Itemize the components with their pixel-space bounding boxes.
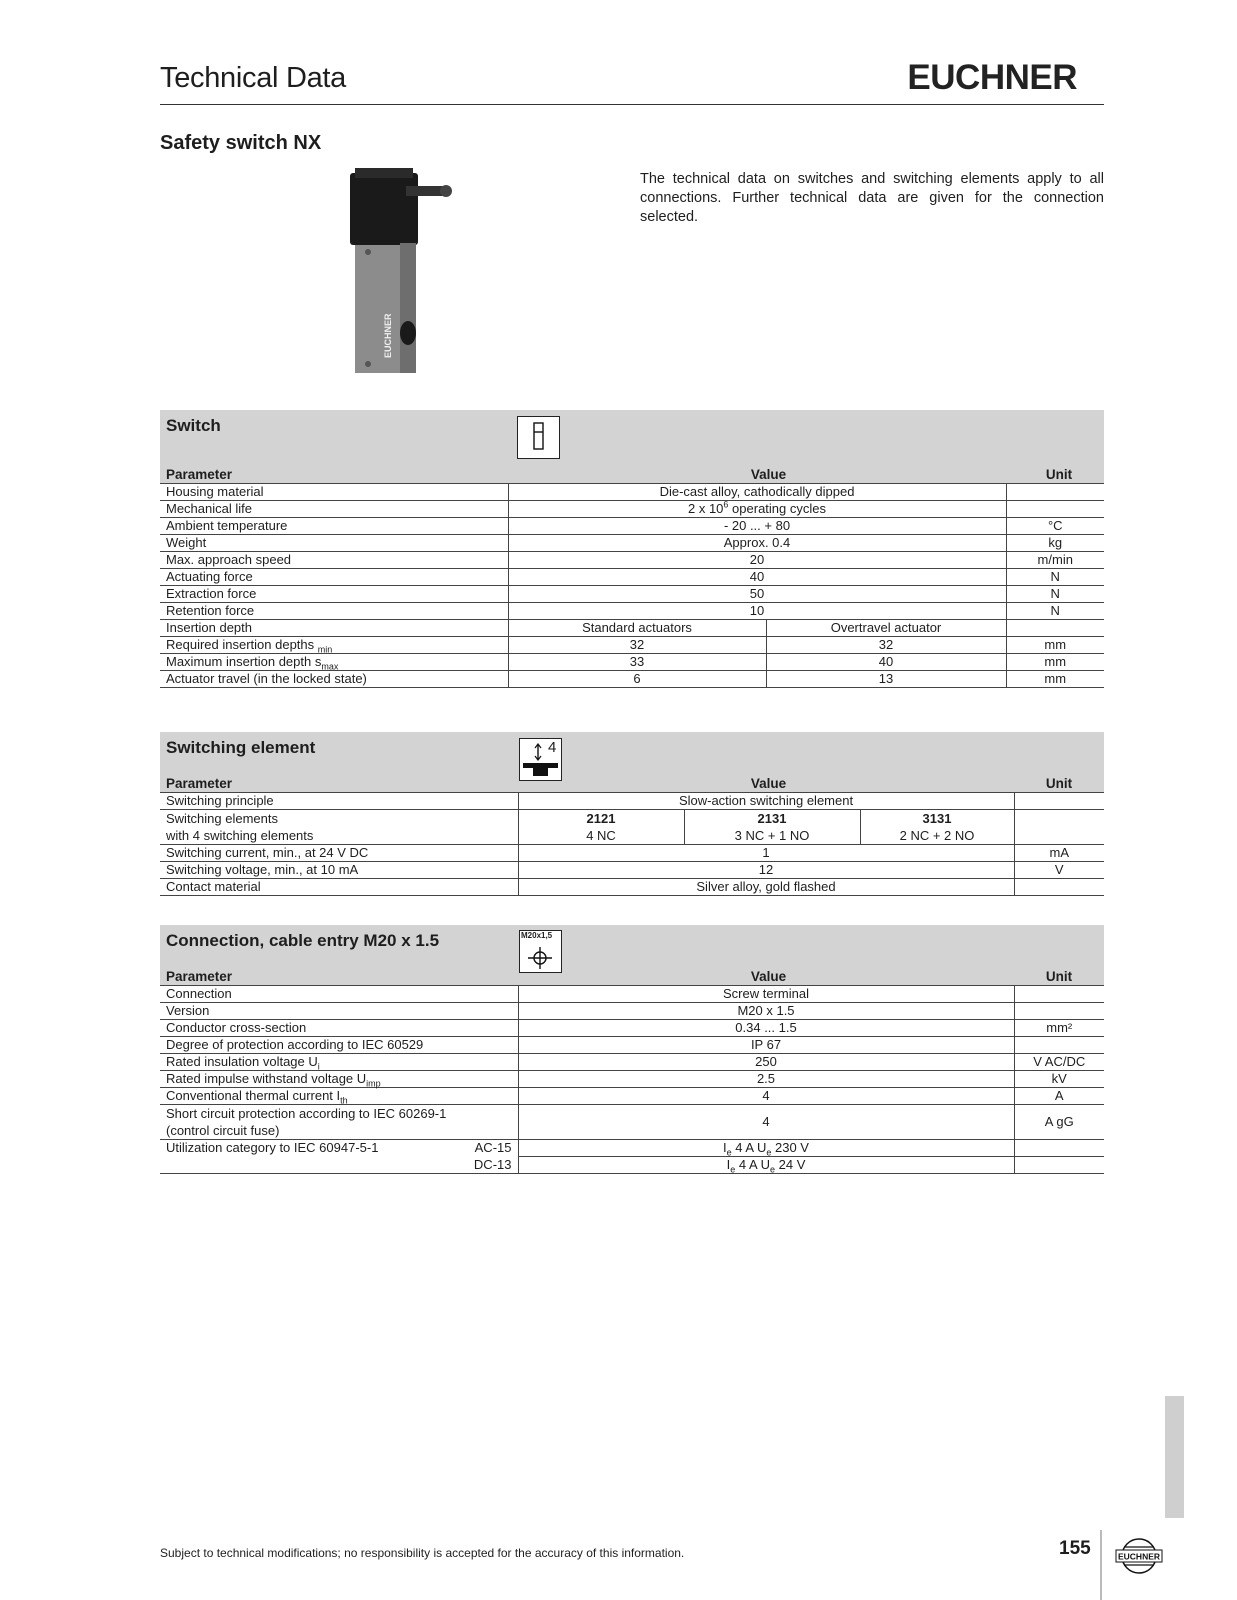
table-row [160,603,1104,620]
switch-symbol-icon [517,416,560,459]
unit-cell: kg [1006,535,1104,552]
value-cell: 2121 4 NC [518,810,684,845]
unit-cell [1006,484,1104,501]
unit-cell: mm² [1014,1020,1104,1037]
section-title: Switching element [166,738,316,757]
connection-section [160,925,1104,1174]
value-cell: 33 [508,654,766,671]
value-cell: 250 [518,1054,1014,1071]
section-title: Connection, cable entry M20 x 1.5 [166,931,440,950]
unit-cell [1014,810,1104,845]
param-cell: Conventional thermal current $I_{th}$ [160,1088,518,1105]
value-cell: 4 [518,1105,1014,1140]
value-cell: 4 [518,1088,1014,1105]
cable-entry-symbol-icon [519,930,562,973]
table-row [160,484,1104,501]
table-row [160,862,1104,879]
symbol-number: 4 [548,739,557,756]
value-cell: 0.34 ... 1.5 [518,1020,1014,1037]
svg-text:EUCHNER: EUCHNER [383,313,393,358]
param-cell: Maximum insertion depth $s_{max}$ [160,654,508,671]
param-cell: Switching current, min., at 24 V DC [160,845,518,862]
param-cell: Mechanical life [160,501,508,518]
unit-cell [1014,793,1104,810]
unit-cell: m/min [1006,552,1104,569]
unit-cell [1014,879,1104,896]
col-parameter: Parameter [166,969,233,984]
value-cell: $I_e$ 4 A $U_e$ 24 V [518,1157,1014,1174]
page-title: Technical Data [160,62,347,94]
table-row [160,671,1104,688]
value-cell: Approx. 0.4 [508,535,1006,552]
param-cell: Retention force [160,603,508,620]
unit-cell: mm [1006,654,1104,671]
param-cell: Actuator travel (in the locked state) [160,671,508,688]
switching-element-symbol-icon [519,738,562,781]
param-cell: Rated impulse withstand voltage $U_{imp}$ [160,1071,518,1088]
unit-cell: N [1006,603,1104,620]
value-cell: M20 x 1.5 [518,1003,1014,1020]
table-row [160,1054,1104,1071]
param-cell: Conductor cross-section [160,1020,518,1037]
value-cell: 12 [518,862,1014,879]
page-number: 155 [1059,1538,1091,1559]
value-cell: 32 [508,637,766,654]
param-cell: Switching principle [160,793,518,810]
param-cell: Extraction force [160,586,508,603]
side-tab-marker [1165,1396,1184,1518]
value-cell: 6 [508,671,766,688]
value-cell: Die-cast alloy, cathodically dipped [508,484,1006,501]
param-cell: Short circuit protection according to IEC 60269-1 (control circuit fuse) [160,1105,518,1140]
table-row [160,845,1104,862]
svg-text:EUCHNER: EUCHNER [1117,1551,1161,1562]
table-row [160,879,1104,896]
unit-cell [1014,1003,1104,1020]
unit-cell: kV [1014,1071,1104,1088]
euchner-logo-icon [1115,1537,1163,1575]
value-cell: 40 [766,654,1006,671]
param-cell: DC-13 [160,1157,518,1174]
intro-text: The technical data on switches and switching elements apply to all connections. Further technical data are given for the connection selected. [640,171,1104,225]
table-row [160,1157,1104,1174]
switch-table [160,483,1104,688]
value-cell: 10 [508,603,1006,620]
unit-cell [1014,1157,1104,1174]
param-cell: Version [160,1003,518,1020]
table-row [160,637,1104,654]
param-cell: Contact material [160,879,518,896]
table-row [160,518,1104,535]
unit-cell [1014,1037,1104,1054]
brand-logo: EUCHNER [907,58,1077,97]
table-row [160,1071,1104,1088]
col-unit: Unit [1045,969,1073,984]
param-cell: Connection [160,986,518,1003]
unit-cell: N [1006,569,1104,586]
param-cell: Housing material [160,484,508,501]
value-cell: Standard actuators [508,620,766,637]
table-row [160,586,1104,603]
table-row [160,1088,1104,1105]
connection-table [160,985,1104,1174]
param-cell: Actuating force [160,569,508,586]
value-cell: Overtravel actuator [766,620,1006,637]
table-row [160,620,1104,637]
table-row [160,1037,1104,1054]
footer-note: Subject to technical modifications; no responsibility is accepted for the accuracy of this information. [160,1546,685,1560]
value-cell: $I_e$ 4 A $U_e$ 230 V [518,1140,1014,1157]
unit-cell: mA [1014,845,1104,862]
unit-cell: V [1014,862,1104,879]
param-cell: Ambient temperature [160,518,508,535]
product-title: Safety switch NX [160,132,322,154]
param-cell: Degree of protection according to IEC 60529 [160,1037,518,1054]
value-cell: 20 [508,552,1006,569]
value-cell: 2.5 [518,1071,1014,1088]
switching-element-table [160,792,1104,896]
param-cell: Max. approach speed [160,552,508,569]
unit-cell [1014,1140,1104,1157]
param-cell: Utilization category to IEC 60947-5-1 AC-15 [166,1140,512,1156]
unit-cell: mm [1006,671,1104,688]
table-row [160,654,1104,671]
table-row [160,810,1104,845]
param-cell: Rated insulation voltage $U_i$ [160,1054,518,1071]
value-cell: 40 [508,569,1006,586]
value-cell: 13 [766,671,1006,688]
unit-cell: °C [1006,518,1104,535]
table-row [160,1105,1104,1140]
unit-cell: V AC/DC [1014,1054,1104,1071]
col-unit: Unit [1045,467,1073,482]
value-cell: Slow-action switching element [518,793,1014,810]
table-row [160,793,1104,810]
param-cell: Switching elements with 4 switching elements [160,810,518,845]
value-cell: Screw terminal [518,986,1014,1003]
value-cell: - 20 ... + 80 [508,518,1006,535]
col-value: Value [750,467,787,482]
unit-cell: N [1006,586,1104,603]
param-cell: Insertion depth [160,620,508,637]
col-parameter: Parameter [166,467,233,482]
unit-cell: mm [1006,637,1104,654]
unit-cell: A [1014,1088,1104,1105]
value-cell: 2131 3 NC + 1 NO [684,810,860,845]
value-cell: 32 [766,637,1006,654]
unit-cell: A gG [1014,1105,1104,1140]
footer-divider [1100,1530,1102,1600]
table-row [160,1020,1104,1037]
symbol-label: M20x1,5 [521,931,553,940]
switch-section [160,410,1104,688]
param-cell: Weight [160,535,508,552]
table-row [160,552,1104,569]
value-cell: Silver alloy, gold flashed [518,879,1014,896]
col-value: Value [750,969,787,984]
table-row [160,569,1104,586]
unit-cell [1014,986,1104,1003]
param-cell: Switching voltage, min., at 10 mA [160,862,518,879]
value-cell: 1 [518,845,1014,862]
value-cell: 50 [508,586,1006,603]
table-row [160,535,1104,552]
product-image [350,168,460,378]
col-unit: Unit [1045,776,1073,791]
col-value: Value [750,776,787,791]
table-row [160,986,1104,1003]
table-row [160,501,1104,518]
col-parameter: Parameter [166,776,233,791]
value-cell: IP 67 [518,1037,1014,1054]
table-row [160,1003,1104,1020]
value-cell: 3131 2 NC + 2 NO [860,810,1014,845]
unit-cell [1006,501,1104,518]
section-title: Switch [166,416,221,435]
value-cell: 2 x $10^6$ operating cycles [508,501,1006,518]
header-divider [160,104,1104,105]
table-row [160,1140,1104,1157]
unit-cell [1006,620,1104,637]
param-cell: Required insertion depths $_{min}$ [160,637,508,654]
switching-element-section [160,732,1104,896]
